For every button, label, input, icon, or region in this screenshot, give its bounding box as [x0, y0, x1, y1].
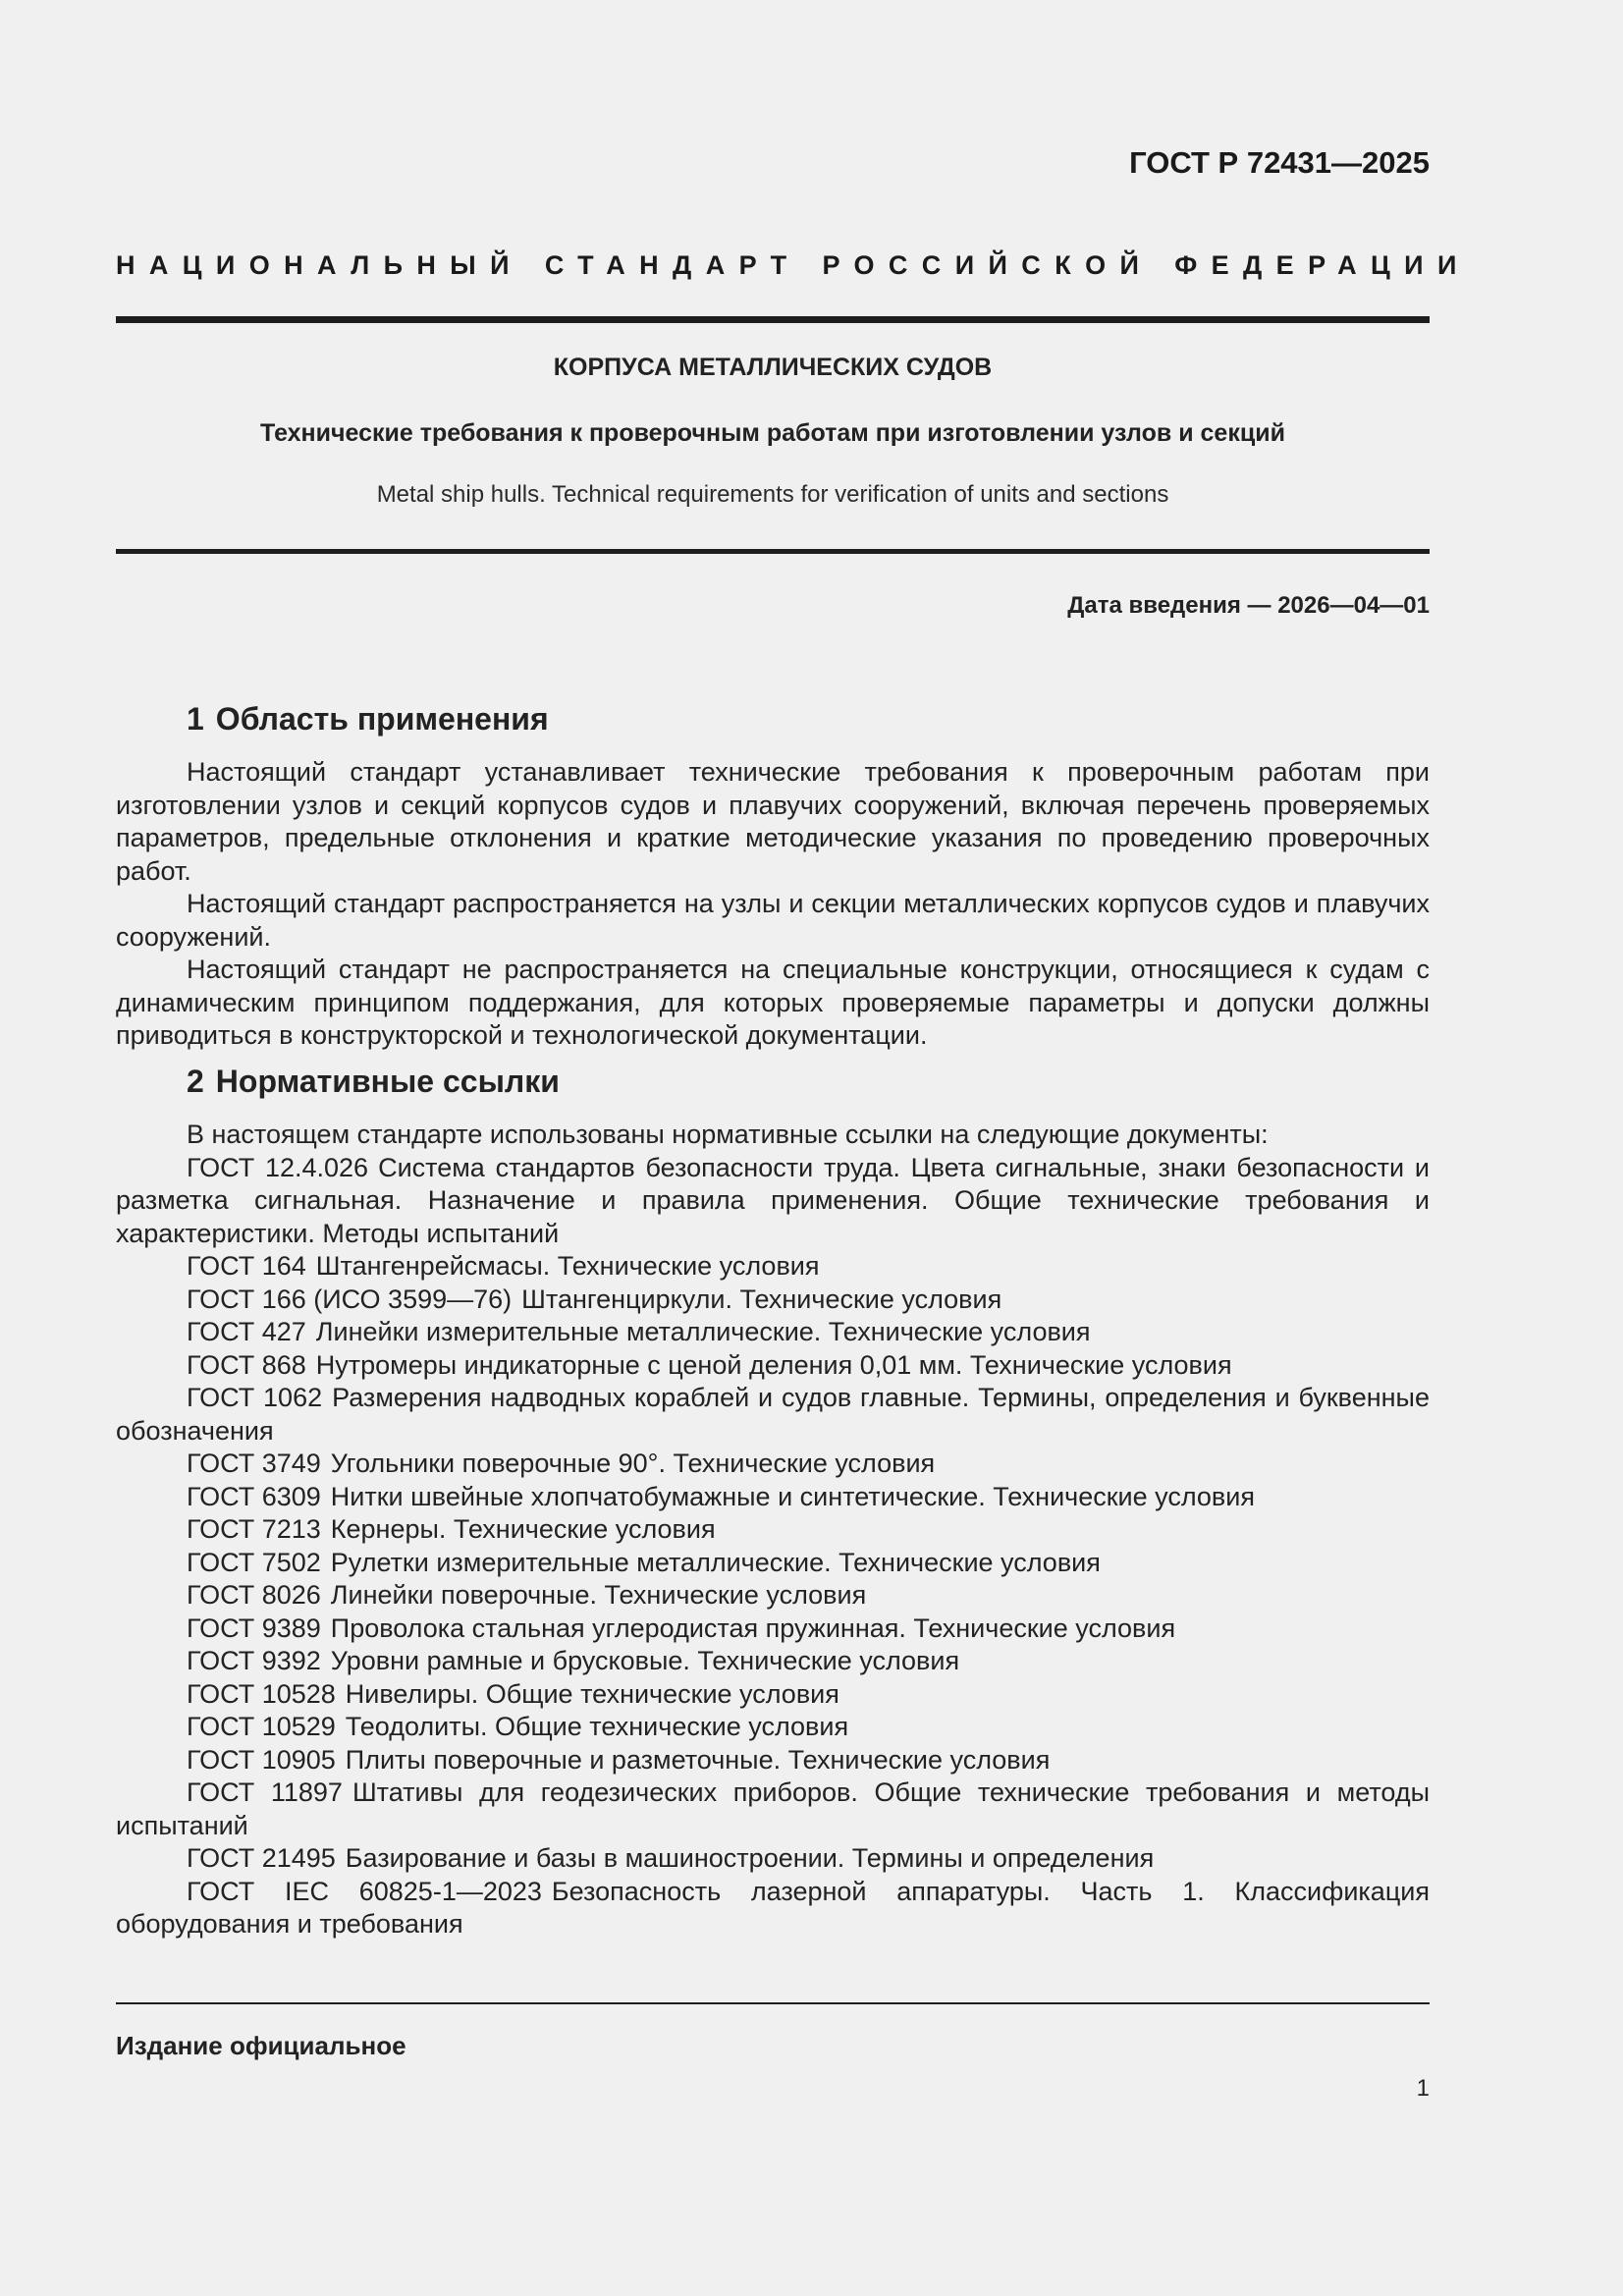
- reference-item: [116, 1513, 1430, 1547]
- title-rule: [116, 549, 1430, 554]
- reference-code: ГОСТ 166 (ИСО 3599—76): [187, 1284, 513, 1314]
- reference-title: Система стандартов безопасности труда. Цвета сигнальные, знаки безопасности и разметка сигнальная. Назначение и правила применения. Общие технические требования и характеристики. Методы испытаний: [116, 1152, 1430, 1248]
- document-title: КОРПУСА МЕТАЛЛИЧЕСКИХ СУДОВ: [553, 354, 993, 381]
- reference-code: ГОСТ 427: [187, 1317, 306, 1346]
- reference-code: ГОСТ 3749: [187, 1449, 321, 1478]
- section-heading: [116, 1062, 1430, 1101]
- reference-title: Штангенрейсмасы. Технические условия: [315, 1251, 820, 1281]
- reference-title: Угольники поверочные 90°. Технические условия: [330, 1449, 936, 1478]
- reference-title: Нутромеры индикаторные с ценой деления 0,01 мм. Технические условия: [315, 1349, 1232, 1380]
- document-subtitle: Технические требования к проверочным работам при изготовлении узлов и секций: [260, 419, 1285, 447]
- reference-item: [116, 1284, 1430, 1317]
- reference-code: ГОСТ 10528: [187, 1678, 336, 1709]
- introduction-date: Дата введения — 2026—04—01: [1067, 592, 1430, 619]
- reference-code: ГОСТ 10905: [187, 1744, 336, 1775]
- reference-code: ГОСТ 9392: [187, 1646, 321, 1675]
- reference-item: [116, 1349, 1430, 1383]
- reference-code: ГОСТ 6309: [187, 1481, 321, 1511]
- reference-code: ГОСТ 164: [187, 1251, 306, 1281]
- reference-code: ГОСТ 7502: [187, 1547, 321, 1577]
- reference-item: [116, 1876, 1430, 1941]
- section-heading-text: Область применения: [215, 701, 549, 737]
- reference-item: [116, 1842, 1430, 1876]
- paragraph: Настоящий стандарт распространяется на узлы и секции металлических корпусов судов и плавучих сооружений.: [116, 889, 1430, 952]
- national-standard-line: НАЦИОНАЛЬНЫЙ СТАНДАРТ РОССИЙСКОЙ ФЕДЕРАЦИИ: [116, 250, 1471, 280]
- reference-title: Базирование и базы в машиностроении. Термины и определения: [345, 1843, 1155, 1873]
- section-number: 2: [187, 1064, 204, 1099]
- reference-code: ГОСТ 8026: [187, 1580, 321, 1610]
- official-edition-label: Издание официальное: [116, 2031, 406, 2060]
- reference-item: [116, 1744, 1430, 1777]
- reference-title: Теодолиты. Общие технические условия: [345, 1712, 849, 1741]
- reference-title: Размерения надводных кораблей и судов главные. Термины, определения и буквенные обозначения: [116, 1383, 1430, 1446]
- reference-code: ГОСТ 21495: [187, 1843, 336, 1873]
- reference-title: Проволока стальная углеродистая пружинная. Технические условия: [330, 1613, 1176, 1643]
- reference-title: Нитки швейные хлопчатобумажные и синтетические. Технические условия: [330, 1481, 1255, 1511]
- reference-item: [116, 1613, 1430, 1646]
- reference-title: Плиты поверочные и разметочные. Технические условия: [345, 1744, 1051, 1775]
- paragraph: Настоящий стандарт не распространяется на специальные конструкции, относящиеся к судам с динамическим принципом поддержания, для которых проверяемые параметры и допуски должны приводиться в конструкторской и технологической документации.: [116, 955, 1430, 1050]
- section-normative-references: [116, 1062, 1430, 1941]
- reference-code: ГОСТ 11897: [187, 1777, 343, 1807]
- reference-title: Линейки измерительные металлические. Технические условия: [315, 1317, 1091, 1346]
- paragraph: Настоящий стандарт устанавливает технические требования к проверочным работам при изготовлении узлов и секций корпусов судов и плавучих сооружений, включая перечень проверяемых параметров, предельные отклонения и краткие методические указания по проведению проверочных работ.: [116, 757, 1430, 886]
- reference-item: [116, 1448, 1430, 1481]
- reference-title: Безопасность лазерной аппаратуры. Часть 1. Классификация оборудования и требования: [116, 1876, 1430, 1939]
- reference-code: ГОСТ 7213: [187, 1514, 321, 1544]
- section-scope: [116, 699, 1430, 1053]
- reference-title: Рулетки измерительные металлические. Технические условия: [330, 1547, 1101, 1577]
- section-heading-text: Нормативные ссылки: [215, 1064, 560, 1099]
- reference-code: ГОСТ 12.4.026: [187, 1152, 369, 1182]
- page-number: 1: [1416, 2075, 1430, 2102]
- reference-title: Нивелиры. Общие технические условия: [345, 1678, 839, 1709]
- reference-item: [116, 1316, 1430, 1349]
- reference-item: [116, 1382, 1430, 1448]
- reference-title: Штангенциркули. Технические условия: [521, 1284, 1002, 1314]
- reference-item: [116, 1481, 1430, 1514]
- document-number: ГОСТ Р 72431—2025: [1129, 145, 1430, 180]
- reference-item: [116, 1152, 1430, 1251]
- reference-item: [116, 1250, 1430, 1284]
- reference-code: ГОСТ 10529: [187, 1712, 336, 1741]
- reference-item: [116, 1645, 1430, 1678]
- reference-code: ГОСТ 9389: [187, 1613, 321, 1643]
- reference-item: [116, 1711, 1430, 1744]
- reference-item: [116, 1678, 1430, 1712]
- references-intro: В настоящем стандарте использованы нормативные ссылки на следующие документы:: [187, 1120, 1269, 1149]
- english-title: Metal ship hulls. Technical requirements for verification of units and sections: [376, 481, 1169, 508]
- section-number: 1: [187, 701, 204, 737]
- footer-rule: [116, 2002, 1430, 2004]
- reference-code: ГОСТ 868: [187, 1349, 306, 1380]
- reference-title: Кернеры. Технические условия: [330, 1514, 716, 1544]
- reference-title: Линейки поверочные. Технические условия: [330, 1580, 867, 1610]
- reference-code: ГОСТ 1062: [187, 1383, 323, 1412]
- reference-title: Уровни рамные и брусковые. Технические условия: [330, 1646, 960, 1675]
- reference-code: ГОСТ IEC 60825-1—2023: [187, 1876, 542, 1906]
- section-heading: [116, 699, 1430, 738]
- reference-item: [116, 1777, 1430, 1842]
- reference-item: [116, 1547, 1430, 1580]
- reference-item: [116, 1579, 1430, 1613]
- reference-list: [116, 1152, 1430, 1941]
- header-rule: [116, 316, 1430, 323]
- reference-title: Штативы для геодезических приборов. Общие технические требования и методы испытаний: [116, 1777, 1430, 1840]
